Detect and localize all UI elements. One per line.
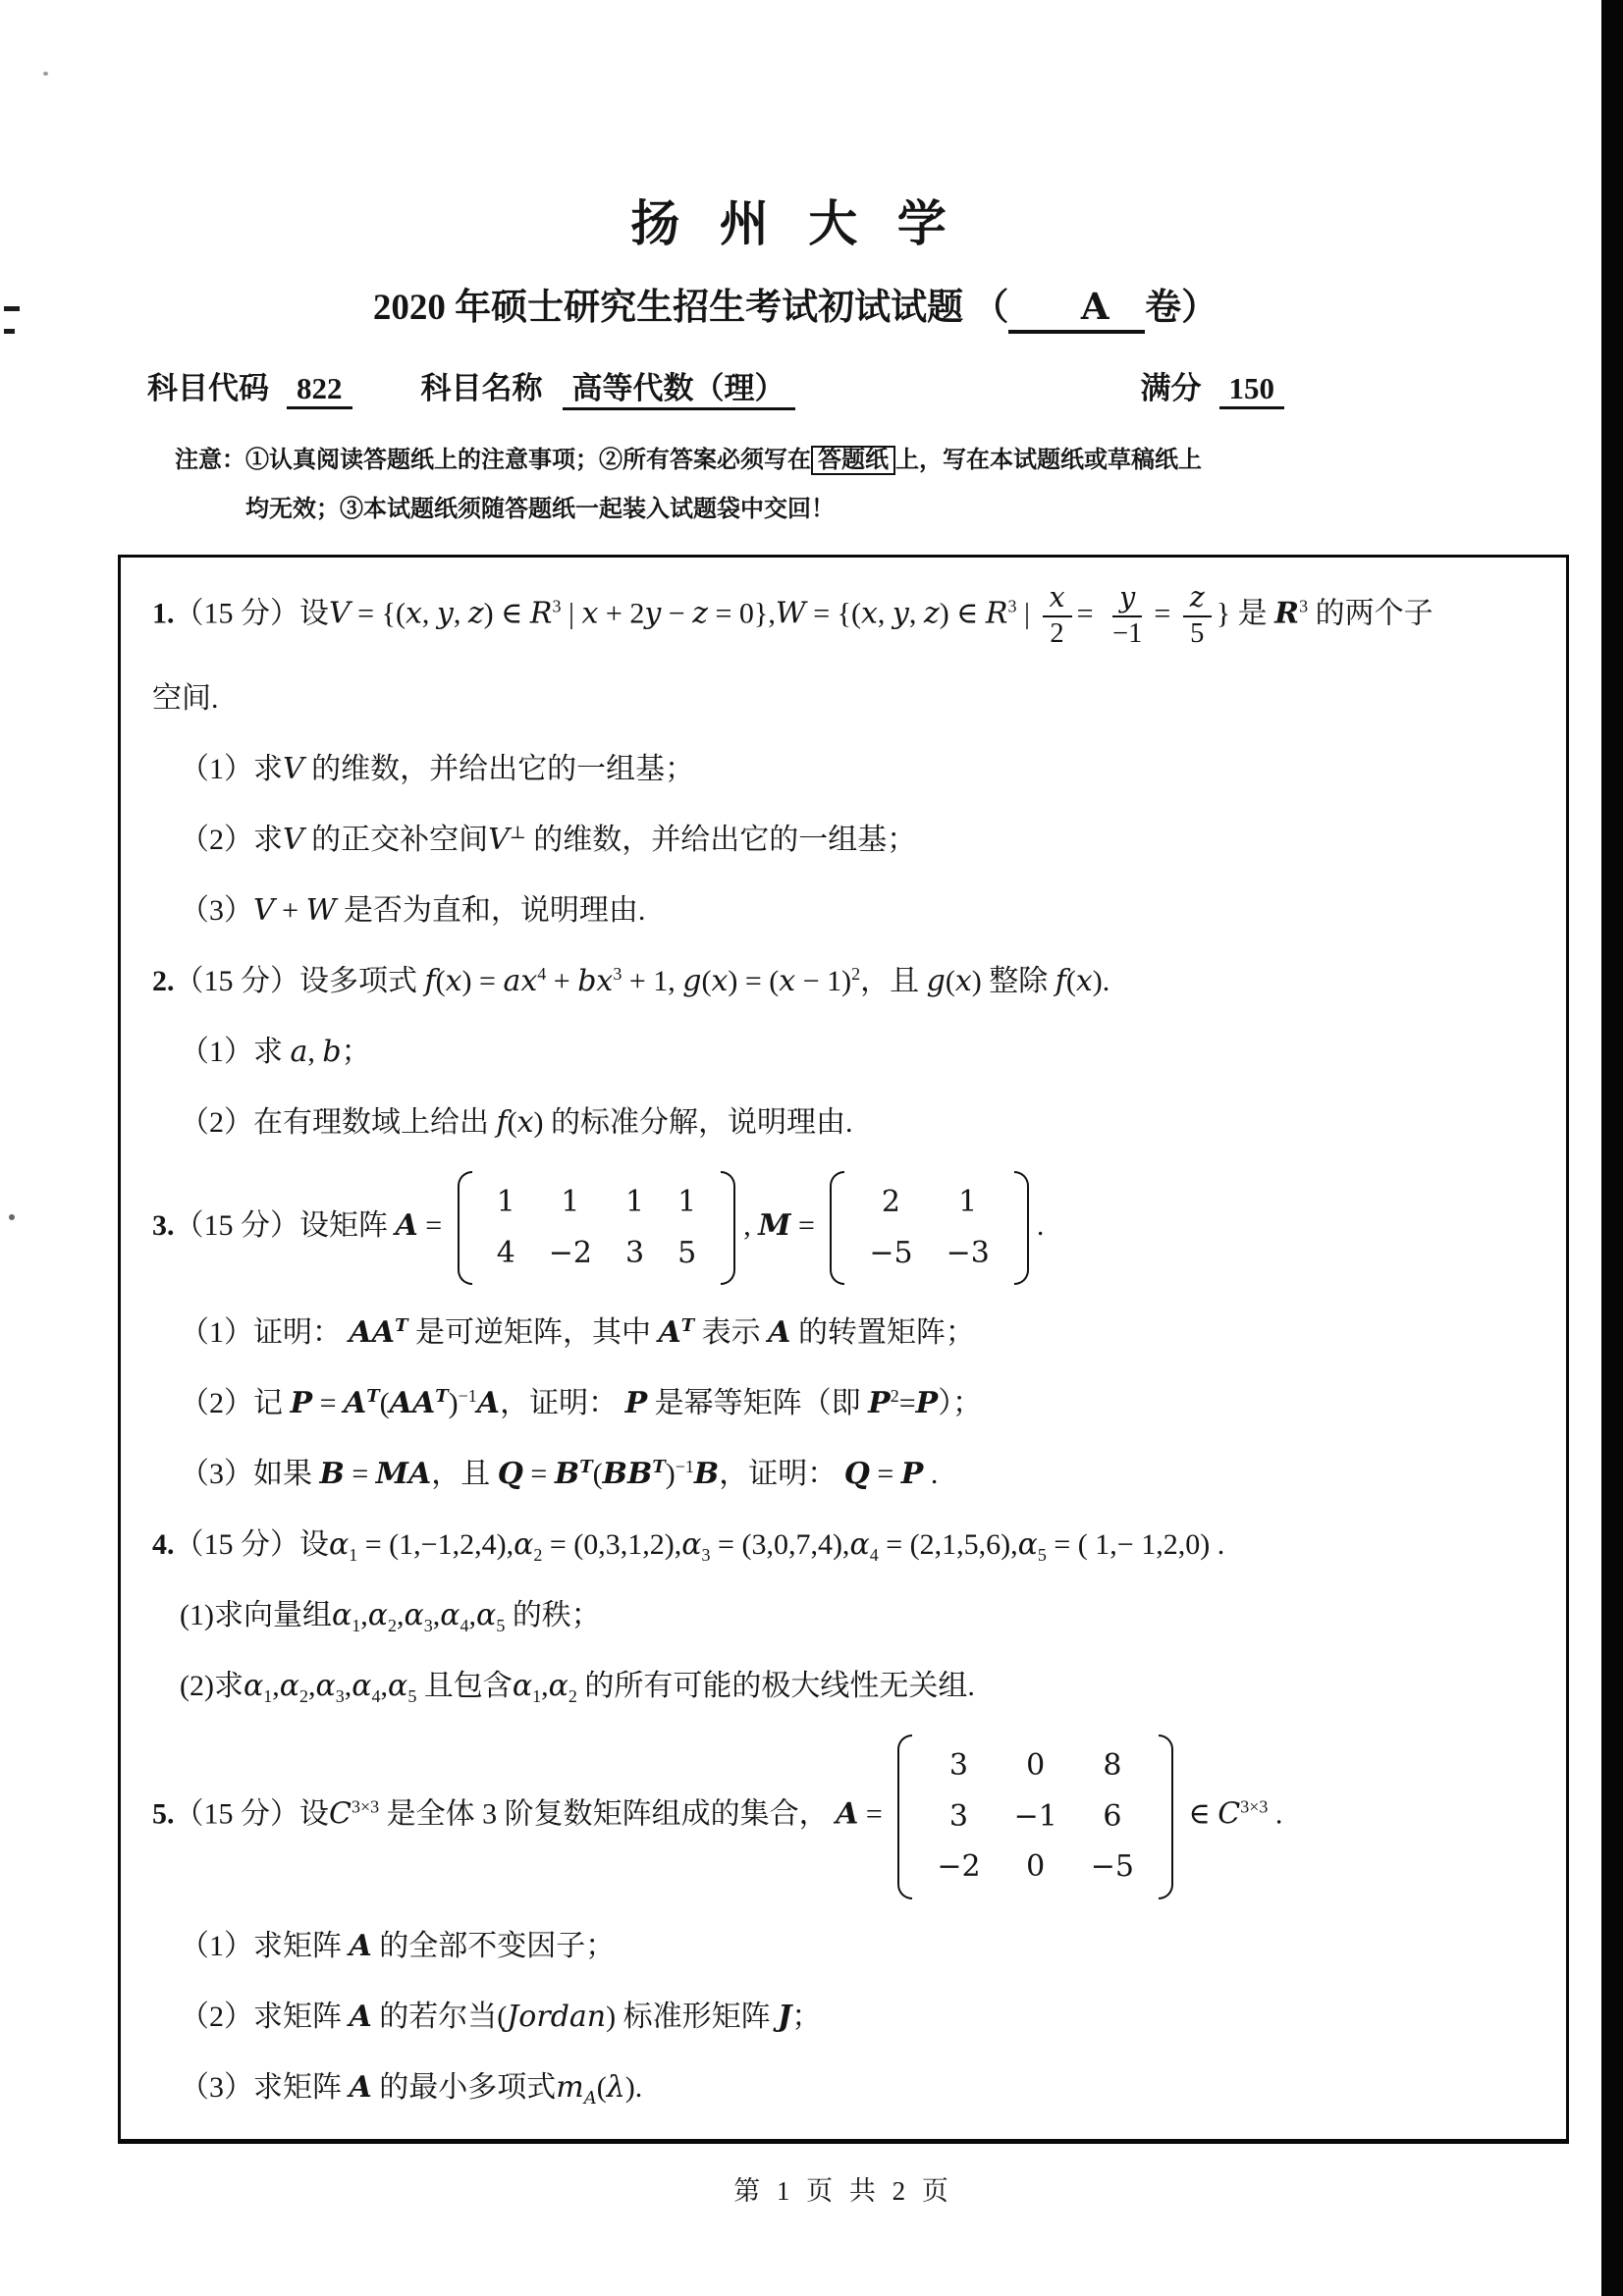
question-5-line-4: （3）求矩阵 A 的最小多项式$m_A(\lambda)$. (180, 2070, 643, 2109)
subscript: 4 (869, 1544, 879, 1565)
header (0, 0, 1591, 334)
math-variable: x (861, 596, 878, 631)
question-4-line-1: 4.（15 分）设$\alpha_1 = (1,-1,2,4),\alpha_2 = (0,3,1,2),\alpha_3 = (3,0,7,4),\alpha_4 = (2,1,5,6),\alpha_5$ = ( 1,− 1,2,0) . (152, 1526, 1225, 1565)
scan-speck (4, 329, 15, 334)
matrix-cell: 0 (1026, 1849, 1046, 1885)
math-variable: y (1119, 580, 1136, 614)
matrix-cell: 3 (948, 1748, 968, 1784)
math-variable: α (315, 1669, 336, 1704)
scan-speck (9, 1214, 15, 1220)
bold-text: 1. (152, 597, 175, 630)
math-variable: g (926, 963, 946, 998)
math-variable-bold: A (476, 1385, 501, 1420)
fraction-numerator (1043, 581, 1072, 617)
math-variable: f (424, 963, 436, 998)
subject-code-label: 科目代码 (147, 371, 269, 405)
matrix-cell: 2 (881, 1185, 901, 1220)
math-variable: a (290, 1035, 308, 1070)
math-variable: bx (577, 963, 614, 998)
math-variable: α (404, 1597, 424, 1632)
fraction-denominator: −1 (1112, 617, 1143, 649)
math-variable-bold: B (693, 1456, 720, 1491)
math-variable: V (488, 822, 510, 857)
fraction-numerator (1183, 581, 1212, 617)
matrix-cell: 1 (958, 1185, 978, 1220)
math-variable: V (283, 751, 304, 786)
matrix-cell: −5 (1090, 1849, 1135, 1885)
subscript: 1 (352, 1615, 361, 1635)
math-variable: R (529, 596, 553, 631)
question-1-line-4: （2）求V 的正交补空间V⊥ 的维数，并给出它的一组基； (180, 822, 917, 857)
math-variable: α (388, 1669, 408, 1704)
university-title: 扬 州 大 学 (630, 196, 960, 251)
matrix-grid (912, 1735, 1159, 1899)
math-variable-bold: R (1274, 596, 1300, 631)
math-variable-bold: MA (375, 1456, 432, 1491)
math-variable: z (467, 596, 484, 631)
math-variable: y (436, 596, 454, 631)
matrix-cell: −3 (946, 1235, 990, 1270)
math-variable-bold: A (343, 1385, 367, 1420)
fraction-denominator: 5 (1190, 617, 1205, 649)
subscript: 1 (349, 1544, 358, 1565)
math-variable-bold: T (435, 1385, 449, 1407)
matrix (830, 1171, 1028, 1285)
fraction (1183, 581, 1212, 651)
superscript: ⊥ (509, 822, 526, 842)
superscript (435, 1386, 448, 1406)
question-2-line-2: （1）求 a, b； (180, 1035, 371, 1070)
math-variable-bold: P (900, 1456, 924, 1491)
matrix (897, 1735, 1173, 1899)
superscript: 2 (851, 963, 861, 984)
math-variable-bold: P (290, 1385, 313, 1420)
question-3-line-4: （3）如果 B = MA，且 $Q = B^T(BB^T)^{-1}B$，证明： Q = P . (180, 1456, 939, 1491)
math-variable: α (279, 1669, 300, 1704)
math-variable: ax (503, 963, 538, 998)
math-variable: α (331, 1597, 352, 1632)
subscript: 3 (423, 1615, 433, 1635)
question-1-line-3: （1）求V 的维数，并给出它的一组基； (180, 751, 695, 786)
math-variable: α (352, 1669, 372, 1704)
matrix-left-paren (458, 1171, 472, 1285)
subscript: 1 (263, 1686, 273, 1707)
subscript: 2 (533, 1544, 543, 1565)
question-3-line-1: 3.（15 分）设矩阵 A = 1 1 1 1 4 −2 3 5 , M = 2 1 −5 −3 . (146, 1171, 1542, 1285)
matrix-cell: −2 (937, 1849, 981, 1885)
math-variable-bold: P (915, 1385, 939, 1420)
math-variable: α (512, 1669, 533, 1704)
math-variable-bold: A (395, 1208, 418, 1244)
math-variable: α (367, 1597, 389, 1632)
page-footer: 第 1 页 共 2 页 (733, 2175, 953, 2206)
notice-line-2: 均无效；③本试题纸须随答题纸一起装入试题袋中交回！ (245, 497, 835, 523)
question-1-line-5: （3）V + W 是否为直和，说明理由. (180, 892, 646, 928)
math-variable-bold: A (349, 2070, 372, 2106)
superscript (395, 1315, 407, 1335)
math-variable-bold: A (349, 2000, 372, 2035)
math-variable: α (681, 1526, 702, 1562)
math-variable: z (1189, 580, 1205, 614)
superscript: 2 (890, 1385, 899, 1406)
math-variable-bold: J (778, 2000, 792, 2035)
math-variable: x (1049, 580, 1065, 614)
full-score-label: 满分 (1140, 371, 1202, 405)
matrix-cell: 1 (561, 1185, 580, 1220)
matrix-cell: 1 (677, 1185, 697, 1220)
subscript: 5 (407, 1686, 417, 1707)
subscript: 2 (388, 1615, 398, 1635)
matrix-cell: 3 (625, 1235, 645, 1270)
subscript: 5 (1037, 1544, 1047, 1565)
math-variable: x (445, 963, 462, 998)
math-variable: m (556, 2070, 584, 2106)
fraction (1106, 581, 1149, 651)
math-variable: α (514, 1526, 534, 1562)
math-variable: α (329, 1526, 350, 1562)
matrix-cell: 3 (948, 1798, 968, 1834)
math-variable: g (682, 963, 702, 998)
notice-line-1: ①认真阅读答题纸上的注意事项；②所有答案必须写在 答题纸 上，写在本试题纸或草稿纸上 (245, 448, 1202, 473)
exam-subtitle-post: 卷） (1145, 288, 1218, 328)
subject-name-value: 高等代数（理） (563, 363, 795, 410)
math-variable-bold: BB (602, 1456, 653, 1491)
paper-type-blank: A (1008, 277, 1145, 334)
superscript: −1 (458, 1385, 477, 1406)
math-variable: C (329, 1796, 352, 1832)
math-variable: C (1217, 1796, 1241, 1832)
math-variable: α (548, 1669, 568, 1704)
question-2-line-1: 2.（15 分）设多项式 $f(x) = ax^4 + bx^3 + 1$, $g(x) = (x - 1)^2$，且 g(x) 整除 f(x). (152, 963, 1110, 998)
matrix-right-paren (721, 1171, 735, 1285)
subscript: 4 (371, 1686, 381, 1707)
math-variable-bold: P (868, 1385, 891, 1420)
exam-subtitle (0, 277, 1591, 334)
matrix-cell: 0 (1026, 1748, 1046, 1784)
matrix-right-paren (1014, 1171, 1029, 1285)
math-variable: λ (606, 2070, 625, 2106)
math-variable: b (322, 1035, 342, 1070)
math-variable-bold: Q (843, 1456, 870, 1491)
questions-box (118, 555, 1569, 2144)
bold-text: 3. (152, 1209, 175, 1243)
boxed-text: 答题纸 (811, 446, 895, 475)
notice-label: 注意： (175, 448, 245, 473)
superscript: 3 (1007, 596, 1017, 616)
question-2-line-3: （2）在有理数域上给出 f(x) 的标准分解，说明理由. (180, 1105, 853, 1141)
math-variable-bold: T (579, 1456, 593, 1477)
math-variable: x (954, 963, 972, 998)
matrix-cell: 1 (625, 1185, 645, 1220)
math-variable: V (283, 822, 304, 857)
notice-block (175, 436, 1505, 535)
subscript: 3 (335, 1686, 345, 1707)
math-variable-bold: T (366, 1385, 380, 1407)
fraction-numerator (1112, 581, 1142, 617)
matrix-cell: −5 (869, 1235, 913, 1270)
math-variable: Jordan (507, 2000, 607, 2035)
math-variable: x (711, 963, 729, 998)
matrix-left-paren (897, 1735, 912, 1899)
question-3-line-3: （2）记 $P = A^T(AA^T)^{-1}A$，证明： P 是幂等矩阵（即 $P^2=P$）； (180, 1385, 983, 1420)
math-variable: α (849, 1526, 870, 1562)
superscript: 3×3 (351, 1796, 380, 1817)
math-variable: α (1017, 1526, 1038, 1562)
math-variable: A (583, 2088, 597, 2109)
question-4-line-2: (1)求向量组$\alpha_1,\alpha_2,\alpha_3,\alpha_4,\alpha_5$ 的秩； (180, 1597, 601, 1635)
math-variable: V (253, 892, 275, 928)
math-variable-bold: A (658, 1314, 681, 1350)
superscript: 3 (1299, 596, 1309, 616)
math-variable: R (985, 596, 1008, 631)
math-variable-bold: T (680, 1314, 695, 1336)
math-variable: y (644, 596, 662, 631)
question-4-line-3: (2)求$\alpha_1,\alpha_2,\alpha_3,\alpha_4,\alpha_5$ 且包含$\alpha_1,\alpha_2$ 的所有可能的极大线性无关组. (180, 1669, 975, 1707)
matrix-left-paren (830, 1171, 844, 1285)
subscript (584, 2088, 597, 2108)
math-variable-bold: B (319, 1456, 345, 1491)
math-variable: z (923, 596, 940, 631)
matrix-grid (472, 1171, 722, 1285)
question-5-line-3: （2）求矩阵 A 的若尔当(Jordan) 标准形矩阵 J； (180, 2000, 822, 2035)
scan-speck (4, 306, 20, 311)
superscript (366, 1386, 379, 1406)
math-variable-bold: B (554, 1456, 580, 1491)
math-variable: x (779, 963, 796, 998)
notice-body (245, 436, 1505, 535)
math-variable: α (243, 1669, 264, 1704)
matrix-grid (844, 1171, 1013, 1285)
bold-text: 4. (152, 1527, 175, 1561)
subject-name-label: 科目名称 (420, 371, 543, 405)
math-variable-bold: AA (389, 1385, 436, 1420)
matrix-cell: 5 (677, 1235, 697, 1270)
math-variable-bold: AA (349, 1314, 396, 1350)
subscript: 1 (532, 1686, 542, 1707)
superscript (652, 1457, 665, 1476)
math-variable-bold: T (652, 1456, 666, 1477)
subscript: 2 (568, 1686, 577, 1707)
question-1-line-1: 1.（15 分）设V = {(x, y, z) ∈ $R^3$ | x + 2y − z = 0},W = {(x, y, z) ∈ $R^3$ | $\frac{x}{2}$ = $\frac{y}{-1}$ = $\frac{z}{5}$ } 是 $R^3$ 的两个子 (146, 581, 1542, 651)
subscript: 3 (701, 1544, 711, 1565)
matrix (458, 1171, 736, 1285)
math-variable: α (440, 1597, 460, 1632)
matrix-cell: −1 (1013, 1798, 1057, 1834)
full-score-value: 150 (1219, 371, 1285, 409)
math-variable: z (692, 596, 709, 631)
superscript: 3×3 (1240, 1796, 1269, 1817)
subscript: 4 (460, 1615, 469, 1635)
superscript: 4 (537, 963, 547, 984)
math-variable: f (1055, 963, 1066, 998)
bold-text: 5. (152, 1797, 175, 1831)
superscript: 3 (552, 596, 562, 616)
subject-row (147, 363, 1284, 410)
superscript (681, 1315, 694, 1335)
math-variable: W (775, 596, 806, 631)
math-variable: V (329, 596, 351, 631)
question-1-line-2: 空间. (152, 681, 219, 715)
math-variable: α (476, 1597, 497, 1632)
matrix-cell: 6 (1103, 1798, 1122, 1834)
scan-edge-artifact (1601, 0, 1623, 2296)
math-variable: y (892, 596, 909, 631)
exam-subtitle-pre: 2020 年硕士研究生招生考试初试试题 （ (372, 288, 1009, 328)
math-variable-bold: P (624, 1385, 648, 1420)
subscript: 5 (496, 1615, 506, 1635)
math-variable-bold: A (836, 1796, 859, 1832)
math-variable: x (581, 596, 599, 631)
subject-code-value: 822 (287, 371, 352, 409)
math-variable-bold: Q (497, 1456, 523, 1491)
fraction-denominator: 2 (1050, 617, 1064, 649)
scan-speck (43, 72, 48, 76)
matrix-cell: −2 (548, 1235, 593, 1270)
matrix-cell: 1 (496, 1185, 515, 1220)
math-variable: W (305, 892, 337, 928)
math-variable: x (405, 596, 422, 631)
bold-text: 2. (152, 964, 175, 997)
math-variable-bold: T (395, 1314, 408, 1336)
question-5-line-2: （1）求矩阵 A 的全部不变因子； (180, 1929, 616, 1964)
superscript: −1 (675, 1456, 694, 1476)
subscript: 2 (299, 1686, 309, 1707)
math-variable-bold: A (768, 1314, 791, 1350)
math-variable: x (1075, 963, 1093, 998)
matrix-cell: 4 (496, 1235, 515, 1270)
question-3-line-2: （1）证明： $AA^T$ 是可逆矩阵，其中 $A^T$ 表示 A 的转置矩阵； (180, 1314, 975, 1350)
superscript: 3 (613, 963, 622, 984)
fraction (1043, 581, 1072, 651)
math-variable-bold: A (349, 1929, 372, 1964)
matrix-right-paren (1159, 1735, 1173, 1899)
matrix-cell: 8 (1103, 1748, 1122, 1784)
question-5-line-1: 5.（15 分）设$C^{3\times 3}$ 是全体 3 阶复数矩阵组成的集合， A = 3 0 8 3 −1 6 −2 0 −5 ∈ $C^{3\times 3}$ . (146, 1735, 1542, 1899)
math-variable: x (516, 1105, 534, 1141)
math-variable-bold: M (758, 1208, 791, 1244)
math-variable: f (496, 1105, 508, 1141)
superscript (579, 1457, 592, 1476)
